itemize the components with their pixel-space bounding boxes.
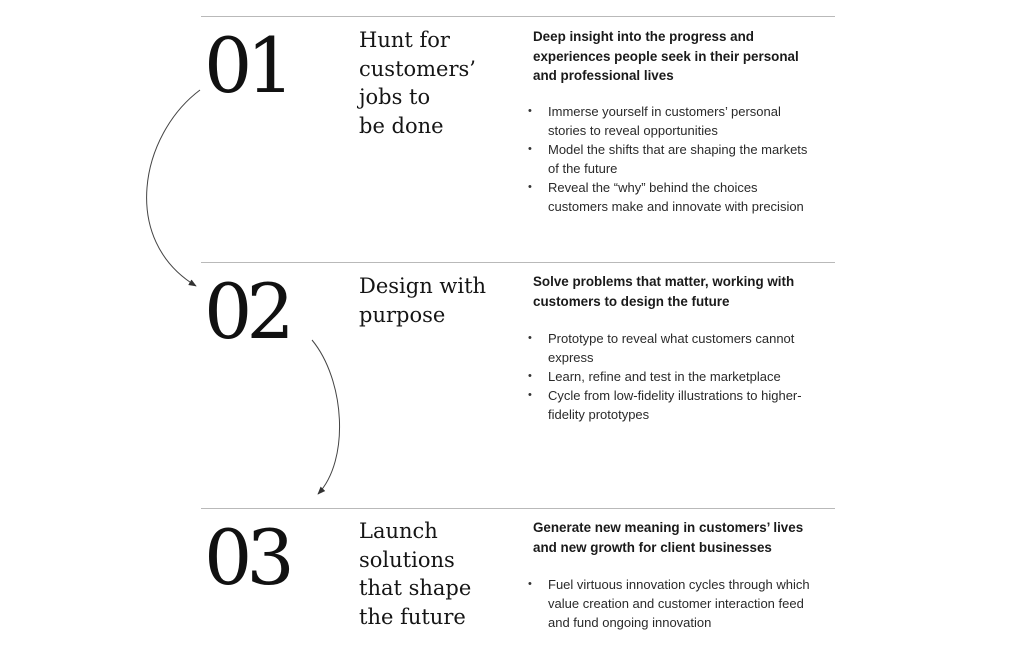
step-title <box>359 272 524 329</box>
step-title-line: solutions <box>359 547 455 572</box>
step-number: 02 <box>204 267 289 356</box>
step-title-line: the future <box>359 604 466 629</box>
step-heading-line: customers to design the future <box>533 293 730 309</box>
bullet-line: value creation and customer interaction feed <box>548 596 804 611</box>
step-heading <box>533 272 833 311</box>
arrow-step-1-to-2 <box>147 90 200 286</box>
step-bullet-list <box>528 329 838 424</box>
step-heading-line: Generate new meaning in customers’ lives <box>533 520 804 535</box>
bullet-line: • Cycle from low-fidelity illustrations to higher- <box>548 388 802 403</box>
arrow-step-2-to-3 <box>312 340 340 494</box>
bullet-line: • Immerse yourself in customers’ personal <box>548 104 781 119</box>
step-bullet-list <box>528 575 838 632</box>
step-heading-line: and new growth for client businesses <box>533 539 772 555</box>
bullet-line: fidelity prototypes <box>548 407 650 422</box>
step-title-line: be done <box>359 113 444 138</box>
step-heading-line: Deep insight into the progress and <box>533 29 754 44</box>
step-title <box>359 517 524 631</box>
bullet-line: customers make and innovate with precision <box>548 199 804 214</box>
step-number: 03 <box>204 513 289 602</box>
step-title-line: jobs to <box>359 85 431 109</box>
step-number: 01 <box>204 21 289 110</box>
bullet-line: and fund ongoing innovation <box>548 615 712 630</box>
bullet-line: stories to reveal opportunities <box>548 123 718 138</box>
bullet-item <box>528 367 838 386</box>
bullet-item <box>528 329 838 367</box>
step-title-line: Launch <box>359 519 438 543</box>
step-title-line: purpose <box>359 302 446 327</box>
bullet-item <box>528 140 838 178</box>
step-heading <box>533 27 833 86</box>
bullet-item <box>528 386 838 424</box>
step-title <box>359 26 524 140</box>
step-title-line: customers’ <box>359 56 476 81</box>
step-title-line: that shape <box>359 576 472 600</box>
step-heading-line: experiences people seek in their personal <box>533 48 799 64</box>
bullet-line: • Learn, refine and test in the marketplace <box>548 369 781 384</box>
step-heading-line: Solve problems that matter, working with <box>533 274 795 289</box>
bullet-line: express <box>548 350 594 365</box>
bullet-line: of the future <box>548 161 618 176</box>
bullet-item <box>528 102 838 140</box>
step-heading <box>533 518 833 557</box>
step-title-line: Design with <box>359 274 487 298</box>
bullet-line: • Fuel virtuous innovation cycles through which <box>548 577 810 592</box>
step-title-line: Hunt for <box>359 28 450 52</box>
bullet-line: • Reveal the “why” behind the choices <box>548 180 758 195</box>
bullet-item <box>528 575 838 632</box>
step-bullet-list <box>528 102 838 216</box>
bullet-line: • Prototype to reveal what customers cannot <box>548 331 795 346</box>
step-heading-line: and professional lives <box>533 68 674 83</box>
bullet-line: • Model the shifts that are shaping the markets <box>548 142 808 157</box>
bullet-item <box>528 178 838 216</box>
